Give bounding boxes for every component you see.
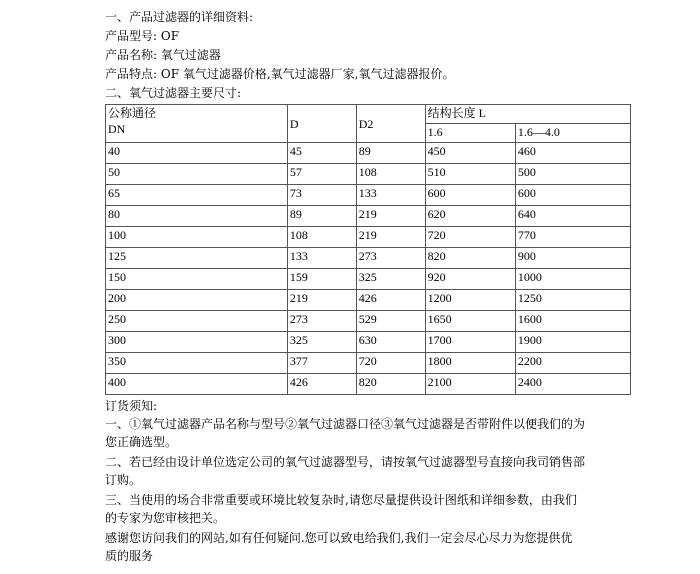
d2-cell: 720 <box>356 353 425 374</box>
note-2-line-a: 二、若已经由设计单位选定公司的氧气过滤器型号，请按氧气过滤器型号直接向我司销售部 <box>105 455 586 469</box>
d2-cell: 89 <box>356 143 425 164</box>
table-row <box>106 185 631 206</box>
thanks-line-a: 感谢您访问我们的网站,如有任何疑问.您可以致电给我们,我们一定会尽心尽力为您提供优 <box>105 531 573 545</box>
table-row <box>106 227 631 248</box>
length-16-cell: 600 <box>425 185 515 206</box>
length-16-cell: 450 <box>425 143 515 164</box>
thanks-note <box>105 529 625 565</box>
note-2 <box>105 453 625 489</box>
length-16-40-cell: 1900 <box>515 332 630 353</box>
dn-cell: 350 <box>106 353 288 374</box>
d-cell: 219 <box>287 290 356 311</box>
dn-cell: 150 <box>106 269 288 290</box>
length-16-40-cell: 500 <box>515 164 630 185</box>
d2-cell: 529 <box>356 311 425 332</box>
note-3-line-b: 的专家为您审核把关。 <box>105 511 226 525</box>
dn-header-cell <box>106 105 288 143</box>
table-header-row <box>106 105 631 124</box>
table-row <box>106 206 631 227</box>
note-1 <box>105 415 625 451</box>
length-16-40-cell: 460 <box>515 143 630 164</box>
thanks-line-b: 质的服务 <box>105 549 154 563</box>
dn-header-label: 公称通径 <box>108 106 157 120</box>
table-row <box>106 143 631 164</box>
d2-cell: 273 <box>356 248 425 269</box>
table-row <box>106 269 631 290</box>
length-16-40-cell: 1600 <box>515 311 630 332</box>
dn-cell: 100 <box>106 227 288 248</box>
length-16-40-cell: 640 <box>515 206 630 227</box>
table-row <box>106 353 631 374</box>
dimensions-table <box>105 104 631 395</box>
d-cell: 45 <box>287 143 356 164</box>
length-16-40-cell: 2200 <box>515 353 630 374</box>
length-16-cell: 1200 <box>425 290 515 311</box>
dn-cell: 300 <box>106 332 288 353</box>
d2-cell: 325 <box>356 269 425 290</box>
length-sub-header-2: 1.6—4.0 <box>515 124 630 143</box>
length-16-cell: 510 <box>425 164 515 185</box>
table-row <box>106 164 631 185</box>
document <box>105 8 625 565</box>
product-name: 产品名称: 氧气过滤器 <box>105 48 221 62</box>
note-1-line-b: 您正确选型。 <box>105 435 178 449</box>
note-3-line-a: 三、当使用的场合非常重要或环境比较复杂时,请您尽量提供设计图纸和详细参数，由我们 <box>105 493 577 507</box>
d2-cell: 108 <box>356 164 425 185</box>
d-cell: 89 <box>287 206 356 227</box>
d-cell: 133 <box>287 248 356 269</box>
dn-cell: 125 <box>106 248 288 269</box>
length-16-cell: 1650 <box>425 311 515 332</box>
dn-cell: 200 <box>106 290 288 311</box>
d2-cell: 219 <box>356 227 425 248</box>
table-row <box>106 290 631 311</box>
length-16-cell: 1700 <box>425 332 515 353</box>
dimensions-heading: 二、氧气过滤器主要尺寸: <box>105 86 242 100</box>
note-3 <box>105 491 625 527</box>
length-16-40-cell: 770 <box>515 227 630 248</box>
d-cell: 325 <box>287 332 356 353</box>
d2-cell: 219 <box>356 206 425 227</box>
d-cell: 57 <box>287 164 356 185</box>
d-cell: 377 <box>287 353 356 374</box>
note-1-line-a: 一、①氧气过滤器产品名称与型号②氧气过滤器口径③氧气过滤器是否带附件以便我们的为 <box>105 417 586 431</box>
dn-cell: 80 <box>106 206 288 227</box>
length-sub-header-1: 1.6 <box>425 124 515 143</box>
d-cell: 159 <box>287 269 356 290</box>
length-16-40-cell: 1250 <box>515 290 630 311</box>
table-row <box>106 374 631 395</box>
dn-cell: 400 <box>106 374 288 395</box>
d2-cell: 426 <box>356 290 425 311</box>
length-header-cell: 结构长度 L <box>425 105 630 124</box>
d-cell: 108 <box>287 227 356 248</box>
d-cell: 426 <box>287 374 356 395</box>
order-notes <box>105 397 625 565</box>
length-16-cell: 620 <box>425 206 515 227</box>
d-cell: 273 <box>287 311 356 332</box>
table-row <box>106 311 631 332</box>
intro-heading: 一、产品过滤器的详细资料: <box>105 10 254 24</box>
length-16-cell: 1800 <box>425 353 515 374</box>
table-body <box>106 143 631 395</box>
length-16-cell: 720 <box>425 227 515 248</box>
d2-cell: 133 <box>356 185 425 206</box>
product-features: 产品特点: OF 氧气过滤器价格,氧气过滤器厂家,氧气过滤器报价。 <box>105 67 455 81</box>
d-header-cell: D <box>287 105 356 143</box>
dn-cell: 250 <box>106 311 288 332</box>
note-2-line-b: 订购。 <box>105 473 142 487</box>
length-16-40-cell: 600 <box>515 185 630 206</box>
dn-cell: 65 <box>106 185 288 206</box>
notes-heading: 订货须知: <box>105 399 158 413</box>
d-cell: 73 <box>287 185 356 206</box>
length-16-cell: 920 <box>425 269 515 290</box>
d2-cell: 630 <box>356 332 425 353</box>
dn-header-unit: DN <box>108 122 126 136</box>
length-16-40-cell: 1000 <box>515 269 630 290</box>
table-row <box>106 248 631 269</box>
table-row <box>106 332 631 353</box>
dn-cell: 50 <box>106 164 288 185</box>
length-16-40-cell: 2400 <box>515 374 630 395</box>
d2-cell: 820 <box>356 374 425 395</box>
product-model: 产品型号: OF <box>105 29 180 43</box>
dn-cell: 40 <box>106 143 288 164</box>
d2-header-cell: D2 <box>356 105 425 143</box>
length-16-cell: 820 <box>425 248 515 269</box>
length-16-cell: 2100 <box>425 374 515 395</box>
length-16-40-cell: 900 <box>515 248 630 269</box>
